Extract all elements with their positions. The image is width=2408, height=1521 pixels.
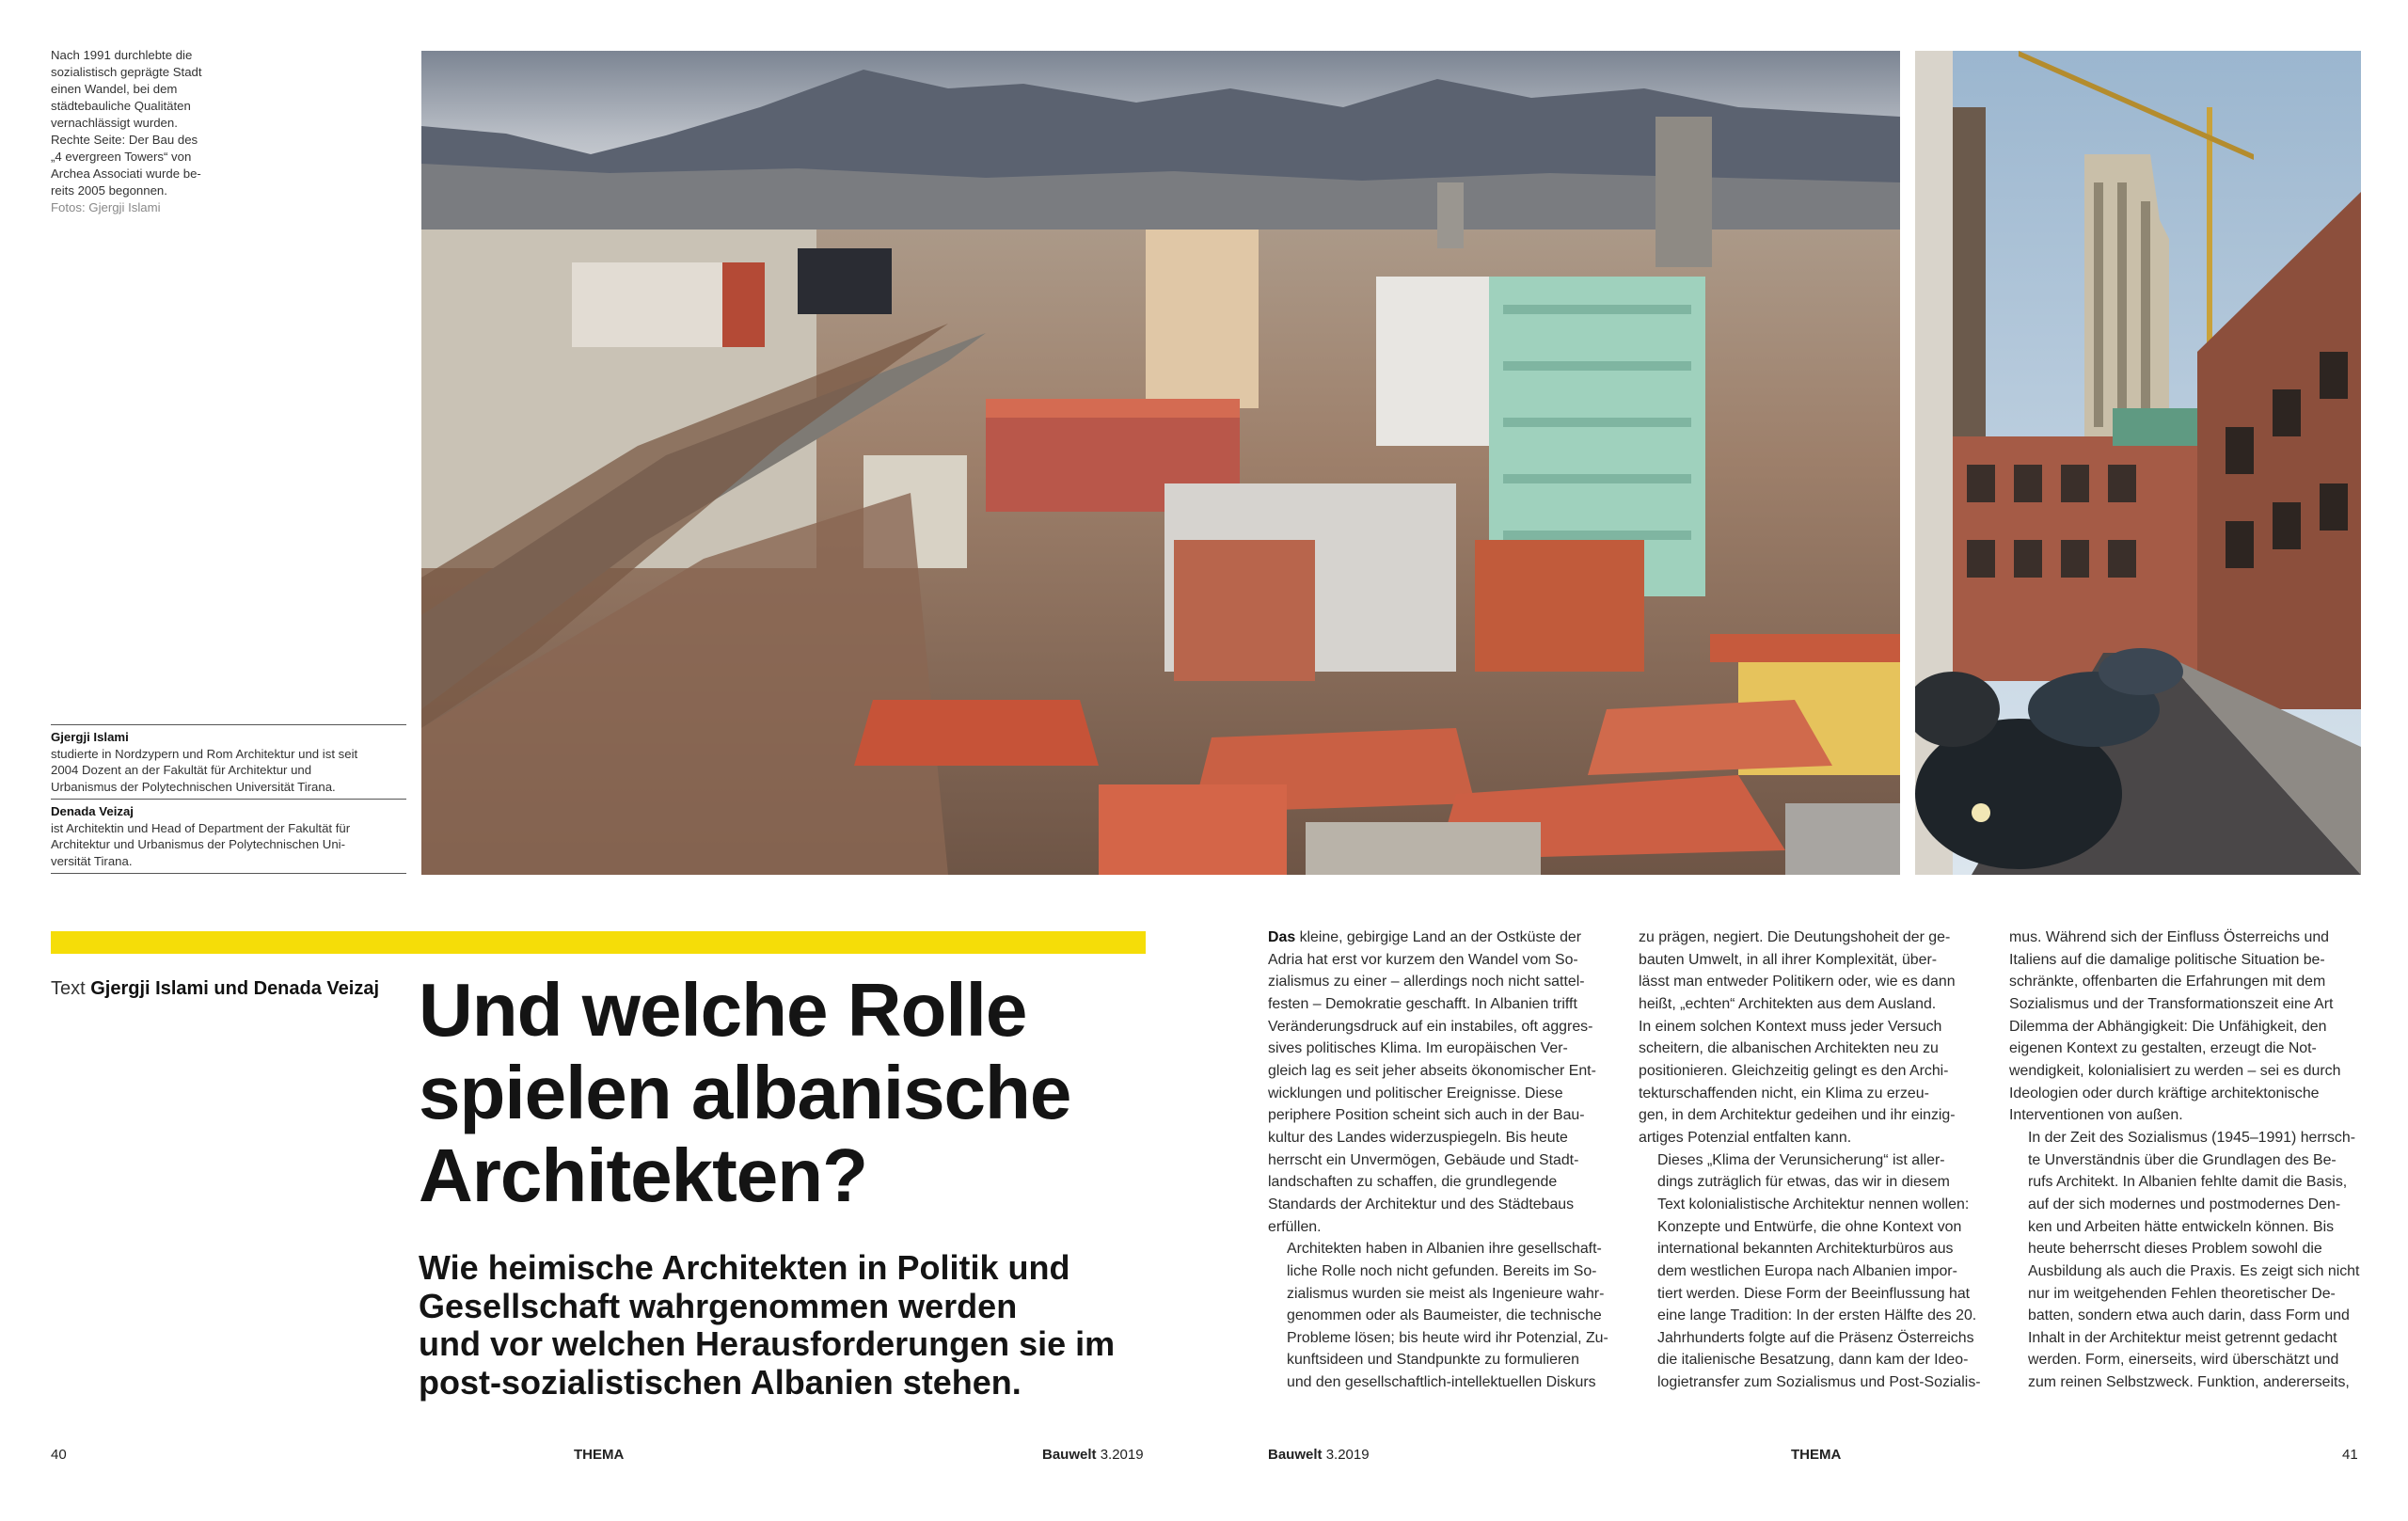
author-bio	[51, 799, 406, 873]
body-line	[2009, 1283, 2367, 1306]
body-line	[2009, 1038, 2367, 1060]
body-line	[1268, 1283, 1625, 1306]
body-line	[1639, 1127, 1996, 1149]
magazine-name-right: Bauwelt	[1268, 1447, 1323, 1463]
body-line	[2009, 1060, 2367, 1083]
body-line-text: heißt, „echten“ Architekten aus dem Ausland.	[1639, 995, 1937, 1012]
author-bio-line: versität Tirana.	[51, 853, 133, 868]
author-bio	[51, 724, 406, 799]
magazine-name-left: Bauwelt	[1042, 1447, 1097, 1463]
body-line	[1268, 949, 1625, 972]
body-column-2	[1639, 927, 1996, 1394]
body-line-text: Sozialismus und der Transformationszeit eine Art	[2009, 995, 2334, 1012]
body-line-text: Dilemma der Abhängigkeit: Die Unfähigkeit, den	[2009, 1018, 2327, 1035]
body-line	[1268, 927, 1625, 949]
body-line	[1268, 1127, 1625, 1149]
body-line	[1639, 1171, 1996, 1194]
body-line-text: Adria hat erst vor kurzem den Wandel vom So-	[1268, 951, 1578, 968]
body-line-text: genommen oder als Baumeister, die technische	[1287, 1307, 1602, 1324]
magazine-issue-right	[1268, 1447, 1370, 1463]
body-line-text: international bekannten Architekturbüros aus	[1657, 1241, 1954, 1258]
body-line	[2009, 1083, 2367, 1105]
body-line	[1268, 1083, 1625, 1105]
body-line	[1639, 949, 1996, 972]
body-line	[1639, 1238, 1996, 1260]
body-paragraph	[1268, 927, 1625, 1238]
body-line-text: bauten Umwelt, in all ihrer Komplexität, über-	[1639, 951, 1938, 968]
caption-line: „4 evergreen Towers“ von	[51, 150, 192, 164]
body-line-text: sives politisches Klima. Im europäischen Ver-	[1268, 1040, 1568, 1057]
body-line	[2009, 1171, 2367, 1194]
body-line	[1639, 1083, 1996, 1105]
byline	[51, 978, 379, 1000]
headline-line: spielen albanische	[419, 1051, 1071, 1134]
caption-line: vernachlässigt wurden.	[51, 116, 178, 130]
body-line-text: gleich lag es seit jeher abseits ökonomischer Ent-	[1268, 1062, 1596, 1079]
body-line-text: kleine, gebirgige Land an der Ostküste der	[1295, 929, 1582, 945]
body-line-text: In der Zeit des Sozialismus (1945–1991) herrsch-	[2028, 1129, 2355, 1146]
body-line	[2009, 1127, 2367, 1149]
subheadline-line: Wie heimische Architekten in Politik und	[419, 1248, 1070, 1287]
body-line-text: landschaften zu schaffen, die grundlegende	[1268, 1174, 1558, 1191]
body-line	[2009, 1305, 2367, 1327]
body-line	[1639, 1283, 1996, 1306]
section-label-left	[574, 1447, 624, 1463]
subheadline-line: und vor welchen Herausforderungen sie im	[419, 1324, 1116, 1363]
section-label-right-text: THEMA	[1791, 1447, 1842, 1463]
body-line	[2009, 949, 2367, 972]
body-line-text: herrscht ein Unvermögen, Gebäude und Stadt-	[1268, 1151, 1579, 1168]
body-line-text: periphere Position scheint sich auch in der Bau-	[1268, 1107, 1585, 1124]
body-line-text: te Unverständnis über die Grundlagen des Be-	[2028, 1151, 2337, 1168]
caption-line: städtebauliche Qualitäten	[51, 99, 191, 113]
body-line-text: heute beherrscht dieses Problem sowohl die	[2028, 1241, 2322, 1258]
body-line-text: logietransfer zum Sozialismus und Post-Sozialis-	[1657, 1374, 1981, 1391]
body-paragraph	[1639, 927, 1996, 1149]
body-line	[1268, 1216, 1625, 1239]
body-line	[2009, 1371, 2367, 1394]
body-line	[1268, 1171, 1625, 1194]
body-line-text: tiert werden. Diese Form der Beeinflussung hat	[1657, 1285, 1971, 1302]
byline-authors: Gjergji Islami und Denada Veizaj	[90, 978, 380, 999]
body-line-text: Konzepte und Entwürfe, die ohne Kontext von	[1657, 1218, 1962, 1235]
body-line	[1639, 927, 1996, 949]
body-line	[1639, 1305, 1996, 1327]
body-line	[1268, 1194, 1625, 1216]
body-line-text: schränkte, offenbarten die Erfahrungen mit dem	[2009, 974, 2326, 990]
body-line-text: Ideologien oder durch kräftige architektonische	[2009, 1085, 2320, 1101]
headline	[419, 969, 1162, 1217]
body-line-text: dings zuträglich für etwas, das wir in diesem	[1657, 1174, 1950, 1191]
body-line-text: In einem solchen Kontext muss jeder Versuch	[1639, 1018, 1942, 1035]
body-line	[1268, 1060, 1625, 1083]
body-line-text: artiges Potenzial entfalten kann.	[1639, 1129, 1852, 1146]
street-tower-photo	[1915, 51, 2361, 875]
author-bio-line: studierte in Nordzypern und Rom Architektur und ist seit	[51, 746, 358, 761]
body-line	[1639, 1038, 1996, 1060]
body-line	[1268, 1038, 1625, 1060]
body-line-text: kunftsideen und Standpunkte zu formulieren	[1287, 1352, 1579, 1369]
body-line	[2009, 1327, 2367, 1350]
page-number-left: 40	[51, 1447, 67, 1463]
body-line-text: dem westlichen Europa nach Albanien impor-	[1657, 1262, 1957, 1279]
body-line-text: auf der sich modernes und postmodernes Den-	[2028, 1196, 2341, 1212]
subheadline-line: Gesellschaft wahrgenommen werden	[419, 1286, 1018, 1325]
body-line-text: festen – Demokratie geschafft. In Albanien trifft	[1268, 995, 1577, 1012]
body-line-text: ken und Arbeiten hätte entwickeln können. Bis	[2028, 1218, 2335, 1235]
body-line	[1639, 1260, 1996, 1283]
caption-text	[51, 47, 230, 199]
caption-line: Archea Associati wurde be-	[51, 166, 201, 181]
body-line	[1268, 1349, 1625, 1371]
body-line	[1639, 971, 1996, 993]
body-line-text: batten, sondern etwa auch darin, dass Form und	[2028, 1307, 2350, 1324]
body-column-3	[2009, 927, 2367, 1394]
body-line-text: zum reinen Selbstzweck. Funktion, andererseits,	[2028, 1374, 2350, 1391]
body-line-text: Text kolonialistische Architektur nennen wollen:	[1657, 1196, 1970, 1212]
body-line-text: wicklungen und politischer Ereignisse. Diese	[1268, 1085, 1563, 1101]
body-line-text: erfüllen.	[1268, 1218, 1322, 1235]
body-line	[1639, 1327, 1996, 1350]
caption-line: Rechte Seite: Der Bau des	[51, 133, 198, 147]
body-line-text: Ausbildung als auch die Praxis. Es zeigt sich nicht	[2028, 1262, 2360, 1279]
body-line-text: Inhalt in der Architektur meist getrennt gedacht	[2028, 1329, 2337, 1346]
body-line	[1639, 1371, 1996, 1394]
section-label-right	[1791, 1447, 1841, 1463]
body-line	[1639, 1104, 1996, 1127]
body-line	[2009, 1216, 2367, 1239]
body-line	[1268, 1327, 1625, 1350]
author-bios	[51, 724, 406, 874]
body-line	[2009, 1016, 2367, 1038]
body-line	[1268, 1016, 1625, 1038]
body-line-text: mus. Während sich der Einfluss Österreichs und	[2009, 929, 2330, 945]
body-line	[2009, 971, 2367, 993]
byline-prefix: Text	[51, 978, 86, 999]
body-line-text: und den gesellschaftlich-intellektuellen Diskurs	[1287, 1374, 1596, 1391]
body-line	[1268, 1104, 1625, 1127]
lead-word: Das	[1268, 929, 1296, 945]
body-line	[1268, 1149, 1625, 1172]
caption-line: reits 2005 begonnen.	[51, 183, 167, 198]
body-line-text: Probleme lösen; bis heute wird ihr Potenzial, Zu-	[1287, 1329, 1608, 1346]
body-line	[1268, 993, 1625, 1016]
body-line-text: liche Rolle noch nicht gefunden. Bereits im So-	[1287, 1262, 1597, 1279]
body-line-text: kultur des Landes widerzuspiegeln. Bis heute	[1268, 1129, 1568, 1146]
body-line-text: nur im weitgehenden Fehlen theoretischer De-	[2028, 1285, 2336, 1302]
body-line-text: lässt man entweder Politikern oder, wie es dann	[1639, 974, 1956, 990]
body-column-1	[1268, 927, 1625, 1394]
issue-right: 3.2019	[1325, 1447, 1370, 1463]
body-line	[1639, 1349, 1996, 1371]
body-line	[2009, 1104, 2367, 1127]
author-bio-line: 2004 Dozent an der Fakultät für Architektur und	[51, 763, 312, 777]
bio-divider	[51, 873, 406, 874]
body-line-text: Interventionen von außen.	[2009, 1107, 2183, 1124]
headline-line: Und welche Rolle	[419, 968, 1027, 1052]
body-line-text: eine lange Tradition: In der ersten Hälfte des 20.	[1657, 1307, 1977, 1324]
author-name: Denada Veizaj	[51, 804, 134, 818]
body-line	[2009, 1238, 2367, 1260]
body-paragraph	[1268, 1238, 1625, 1394]
body-line-text: positionieren. Gleichzeitig gelingt es den Archi-	[1639, 1062, 1949, 1079]
page-number-right: 41	[2342, 1447, 2358, 1463]
body-line-text: Veränderungsdruck auf ein instabiles, oft aggres-	[1268, 1018, 1593, 1035]
body-line-text: die italienische Besatzung, dann kam der Ideo-	[1657, 1352, 1969, 1369]
body-line	[1639, 1216, 1996, 1239]
body-line	[1268, 1260, 1625, 1283]
body-line	[2009, 1194, 2367, 1216]
body-line-text: Dieses „Klima der Verunsicherung“ ist aller-	[1657, 1151, 1945, 1168]
body-line-text: tekturschaffenden nicht, ein Klima zu erzeu-	[1639, 1085, 1929, 1101]
photo-caption	[51, 47, 230, 216]
caption-line: einen Wandel, bei dem	[51, 82, 178, 96]
body-line	[2009, 993, 2367, 1016]
issue-left: 3.2019	[1100, 1447, 1144, 1463]
subheadline-line: post-sozialistischen Albanien stehen.	[419, 1362, 1022, 1402]
body-line	[2009, 1149, 2367, 1172]
body-line-text: Italiens auf die damalige politische Situation be-	[2009, 951, 2325, 968]
body-line	[1268, 1305, 1625, 1327]
body-line-text: eigenen Kontext zu gestalten, erzeugt die Not-	[2009, 1040, 2317, 1057]
headline-line: Architekten?	[419, 1133, 867, 1217]
body-line	[2009, 1260, 2367, 1283]
body-line	[1639, 1060, 1996, 1083]
body-paragraph	[2009, 927, 2367, 1127]
body-line-text: wendigkeit, kolonialisiert zu werden – sei es durch	[2009, 1062, 2341, 1079]
body-line-text: werden. Form, einerseits, wird überschätzt und	[2028, 1352, 2339, 1369]
body-line	[1268, 1238, 1625, 1260]
section-label-left-text: THEMA	[574, 1447, 625, 1463]
body-line-text: gen, in dem Architektur gedeihen und ihr einzig-	[1639, 1107, 1956, 1124]
body-line	[1268, 1371, 1625, 1394]
body-paragraph	[1639, 1149, 1996, 1394]
body-line-text: Jahrhunderts folgte auf die Präsenz Österreichs	[1657, 1329, 1974, 1346]
body-line-text: Architekten haben in Albanien ihre gesellschaft-	[1287, 1241, 1602, 1258]
body-line-text: rufs Architekt. In Albanien fehlte damit die Basis,	[2028, 1174, 2348, 1191]
body-line-text: scheitern, die albanischen Architekten neu zu	[1639, 1040, 1939, 1057]
body-line-text: Standards der Architektur und des Städtebaus	[1268, 1196, 1575, 1212]
body-line	[1639, 1149, 1996, 1172]
body-line	[1639, 1016, 1996, 1038]
author-bio-line: ist Architektin und Head of Department der Fakultät für	[51, 820, 351, 835]
body-line	[1268, 971, 1625, 993]
body-line-text: zialismus zu einer – allerdings noch nicht sattel-	[1268, 974, 1585, 990]
body-paragraph	[2009, 1127, 2367, 1394]
caption-line: Nach 1991 durchlebte die	[51, 48, 193, 62]
body-line	[1639, 993, 1996, 1016]
author-name: Gjergji Islami	[51, 730, 129, 744]
author-bio-line: Urbanismus der Polytechnischen Universität Tirana.	[51, 779, 336, 794]
body-line-text: zu prägen, negiert. Die Deutungshoheit der ge-	[1639, 929, 1951, 945]
city-panorama-photo	[421, 51, 1900, 875]
body-line	[2009, 1349, 2367, 1371]
body-line	[2009, 927, 2367, 949]
subheadline	[419, 1249, 1152, 1402]
body-line-text: zialismus wurden sie meist als Ingenieure wahr-	[1287, 1285, 1605, 1302]
photo-credit: Fotos: Gjergji Islami	[51, 200, 161, 214]
accent-bar	[51, 931, 1146, 954]
author-bio-line: Architektur und Urbanismus der Polytechnischen Uni-	[51, 837, 345, 851]
caption-line: sozialistisch geprägte Stadt	[51, 65, 202, 79]
body-line	[1639, 1194, 1996, 1216]
magazine-issue-left	[1042, 1447, 1144, 1463]
